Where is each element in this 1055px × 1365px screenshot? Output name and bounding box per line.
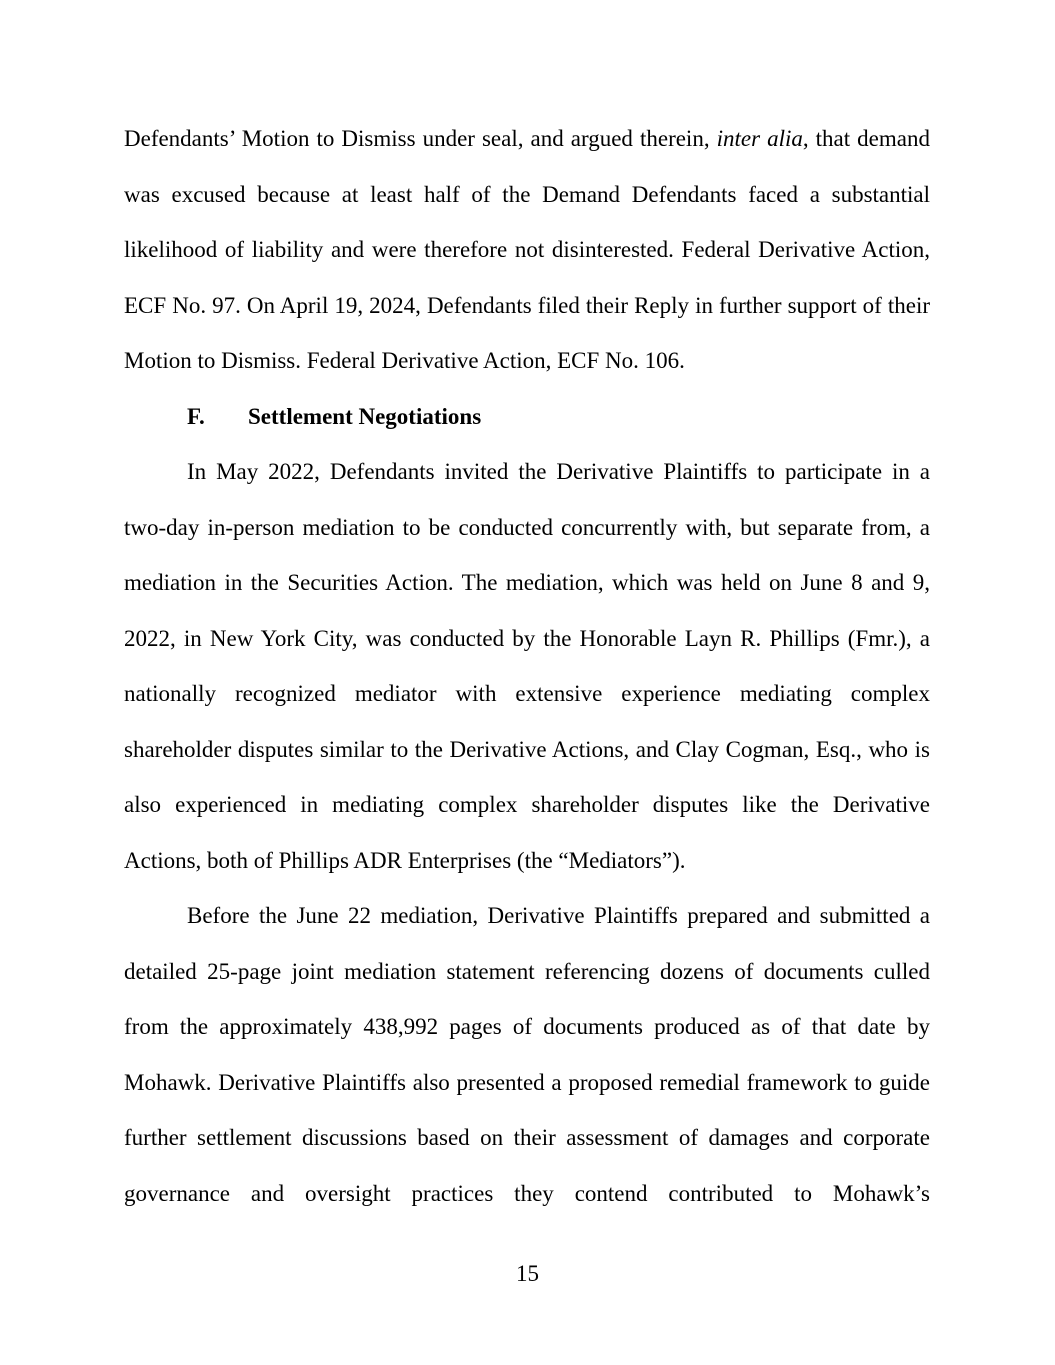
paragraph-mediation: In May 2022, Defendants invited the Derivative Plaintiffs to participate in a two-day in-person mediation to be conducted concurrently with, but separate from, a mediation in the Securities Action. The mediation, which was held on June 8 and 9, 2022, in New York City, was conducted by the Honorable Layn R. Phillips (Fmr.), a nationally recognized mediator with extensive experience mediating complex shareholder disputes similar to the Derivative Actions, and Clay Cogman, Esq., who is also experienced in mediating complex shareholder disputes like the Derivative Actions, both of Phillips ADR Enterprises (the “Mediators”). (124, 459, 930, 873)
section-heading-letter: F. (187, 403, 205, 429)
page-number: 15 (516, 1261, 539, 1286)
section-heading-title: Settlement Negotiations (248, 403, 482, 429)
paragraph-text-lead: Defendants’ Motion to Dismiss under seal, and argued therein, (124, 126, 717, 151)
italic-phrase: inter alia (716, 126, 803, 151)
paragraph-motion-to-dismiss (124, 111, 930, 389)
document-body (124, 111, 930, 1221)
paragraph-text-rest: , that demand was excused because at least half of the Demand Defendants faced a substantial likelihood of liability and were therefore not disinterested. Federal Derivative Action, ECF No. 97. On April 19, 2024, Defendants filed their Reply in further support of their Motion to Dismiss. Federal Derivative Action, ECF No. 106. (124, 126, 930, 373)
section-heading (124, 389, 930, 445)
paragraph-mediation-statement: Before the June 22 mediation, Derivative Plaintiffs prepared and submitted a detailed 25-page joint mediation statement referencing dozens of documents culled from the approximately 438,992 pages of documents produced as of that date by Mohawk. Derivative Plaintiffs also presented a proposed remedial framework to guide further settlement discussions based on their assessment of damages and corporate governance and oversight practices they contend contributed to Mohawk’s (124, 903, 930, 1206)
